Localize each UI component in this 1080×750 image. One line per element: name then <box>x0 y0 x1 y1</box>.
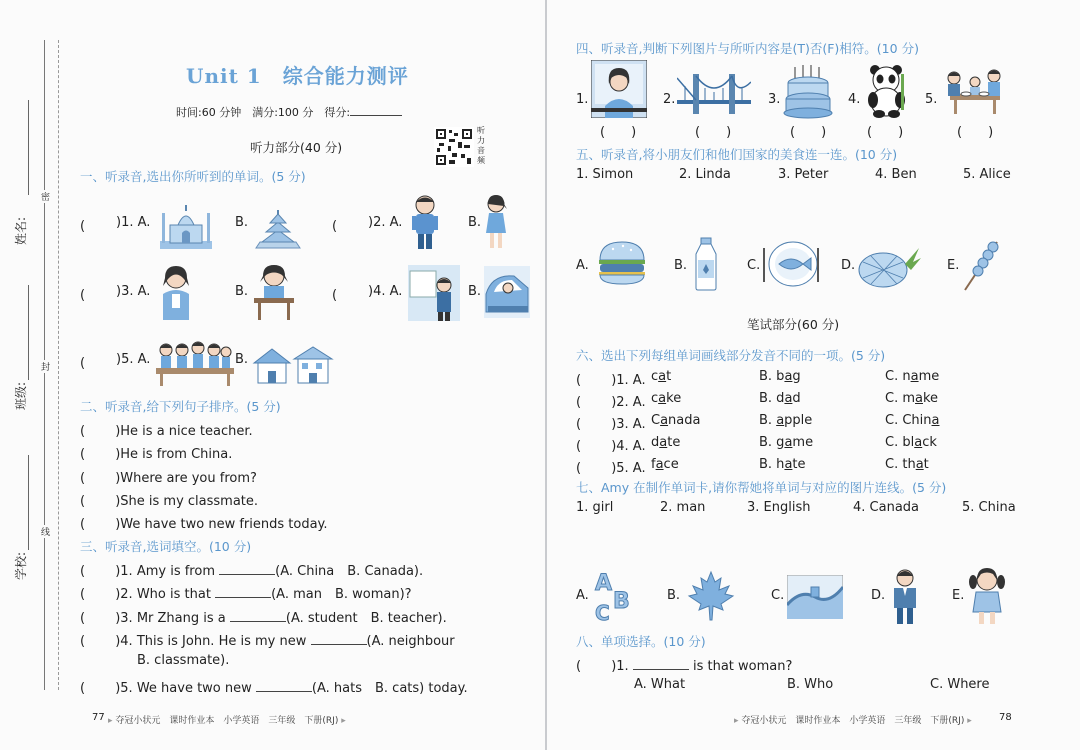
s7-letter-e: E. <box>952 588 965 603</box>
s6-option-b: B. dad <box>759 391 801 406</box>
s3-row-4-cont: B. classmate). <box>137 653 230 668</box>
s5-letter-a: A. <box>576 258 589 273</box>
s4-paren-4[interactable]: ( ) <box>867 125 904 140</box>
s6-option-b: B. game <box>759 435 814 450</box>
score-label: 得分: <box>324 106 351 119</box>
s4-num-2: 2. <box>663 92 676 107</box>
family-dinner-picture <box>942 66 1008 120</box>
s7-letter-a: A. <box>576 588 589 603</box>
s6-paren[interactable]: ( )2. A. <box>576 395 646 410</box>
s6-paren[interactable]: ( )5. A. <box>576 461 646 476</box>
s7-title: 七、Amy 在制作单词卡,请你帮她将单词与对应的图片连线。(5 分) <box>576 480 947 495</box>
abc-letters-picture[interactable] <box>593 568 637 626</box>
exam-meta <box>176 104 402 120</box>
temple-of-heaven-picture <box>250 208 306 256</box>
underlined-letter: a <box>655 457 664 472</box>
s6-option-c: C. black <box>885 435 937 450</box>
qr-caption: 听力音频 <box>477 126 485 165</box>
s7-letter-d: D. <box>871 588 886 603</box>
s4-paren-1[interactable]: ( ) <box>600 125 637 140</box>
s6-option-b: B. bag <box>759 369 801 384</box>
woman-at-computer-picture <box>591 60 647 122</box>
s1-option-b-4: B. <box>468 284 482 299</box>
underlined-letter: a <box>659 435 668 450</box>
s6-option-c: C. that <box>885 457 929 472</box>
pineapple-picture[interactable] <box>857 242 923 294</box>
class-label: 班级: <box>14 381 28 410</box>
seal-char-2: 封 <box>41 360 50 373</box>
s1-paren-2[interactable]: ( <box>332 219 364 234</box>
fill-blank[interactable] <box>230 610 286 622</box>
book-spine <box>545 0 547 750</box>
written-header: 笔试部分(60 分) <box>747 317 840 332</box>
school-blank[interactable] <box>28 455 29 550</box>
s1-paren-5[interactable]: ( <box>80 356 112 371</box>
s8-option-a[interactable]: A. What <box>634 677 686 692</box>
fill-blank[interactable] <box>311 633 367 645</box>
s6-option-a: Canada <box>651 413 701 428</box>
s6-paren[interactable]: ( )4. A. <box>576 439 646 454</box>
s2-sentence: He is from China. <box>120 447 233 462</box>
s6-option-a: cat <box>651 369 672 384</box>
s1-paren-3[interactable]: ( <box>80 288 112 303</box>
fill-blank[interactable] <box>633 658 689 670</box>
s1-option-b-3: B. <box>235 284 249 299</box>
s6-option-c: C. make <box>885 391 939 406</box>
underlined-letter: a <box>660 413 669 428</box>
s3-row-4[interactable]: ( )4. This is John. He is my new (A. neighbour <box>80 634 455 649</box>
underlined-letter: a <box>784 435 793 450</box>
s3-row-5[interactable]: ( )5. We have two new (A. hats B. cats) today. <box>80 681 468 696</box>
underlined-letter: a <box>915 391 923 406</box>
s7-letter-c: C. <box>771 588 785 603</box>
s4-num-4: 4. <box>848 92 861 107</box>
listening-header: 听力部分(40 分) <box>250 140 343 155</box>
underlined-letter: a <box>784 457 793 472</box>
man-picture[interactable] <box>889 566 921 630</box>
s5-letter-d: D. <box>841 258 856 273</box>
s1-item-2: )2. A. <box>368 215 403 230</box>
underlined-letter: a <box>931 413 940 428</box>
milk-bottle-picture[interactable] <box>692 236 720 296</box>
underlined-letter: a <box>658 369 667 384</box>
girl-with-pigtails-picture[interactable] <box>967 564 1007 630</box>
s2-row-5[interactable]: ( )We have two new friends today. <box>80 517 328 532</box>
s2-sentence: Where are you from? <box>120 471 257 486</box>
s5-name-2[interactable]: 2. Linda <box>679 167 731 182</box>
right-page-number: 78 <box>999 712 1012 723</box>
classmates-group-picture <box>156 338 234 390</box>
fill-blank[interactable] <box>219 563 275 575</box>
taj-mahal-picture <box>156 203 216 257</box>
underlined-letter: a <box>784 369 793 384</box>
boy-picture <box>408 193 442 257</box>
underlined-letter: a <box>910 369 919 384</box>
s1-paren-4[interactable]: ( <box>332 288 364 303</box>
s1-title: 一、听录音,选出你所听到的单词。(5 分) <box>80 169 306 184</box>
school-label: 学校: <box>14 551 28 580</box>
underlined-letter: a <box>915 457 924 472</box>
s2-sentence: She is my classmate. <box>120 494 259 509</box>
class-blank[interactable] <box>28 285 29 380</box>
full-score-text: 满分:100 分 <box>252 106 314 119</box>
s4-paren-3[interactable]: ( ) <box>790 125 827 140</box>
s6-option-a: face <box>651 457 679 472</box>
seal-char-1: 密 <box>41 190 50 203</box>
s3-title: 三、听录音,选词填空。(10 分) <box>80 539 252 554</box>
name-label: 姓名: <box>14 216 28 245</box>
underlined-letter: a <box>784 391 793 406</box>
right-footer-brand: ▸ 夺冠小状元 课时作业本 小学英语 三年级 下册(RJ) ▸ <box>734 716 972 726</box>
s8-title: 八、单项选择。(10 分) <box>576 634 706 649</box>
s1-item-1: )1. A. <box>116 215 151 230</box>
underlined-letter: a <box>914 435 923 450</box>
name-blank[interactable] <box>28 100 29 195</box>
s7-word-4[interactable]: 4. Canada <box>853 500 920 515</box>
s4-num-1: 1. <box>576 92 589 107</box>
s1-option-b-2: B. <box>468 215 482 230</box>
s1-option-b-1: B. <box>235 215 249 230</box>
s8-option-c[interactable]: C. Where <box>930 677 990 692</box>
seal-char-3: 线 <box>41 525 50 538</box>
s5-title: 五、听录音,将小朋友们和他们国家的美食连一连。(10 分) <box>576 147 898 162</box>
s6-paren[interactable]: ( )1. A. <box>576 373 646 388</box>
s1-option-b-5: B. <box>235 352 249 367</box>
s4-num-5: 5. <box>925 92 938 107</box>
s5-letter-c: C. <box>747 258 761 273</box>
s2-title: 二、听录音,给下列句子排序。(5 分) <box>80 399 281 414</box>
s3-row-2[interactable]: ( )2. Who is that (A. man B. woman)? <box>80 587 412 602</box>
qr-code-icon[interactable] <box>434 127 474 167</box>
score-blank[interactable] <box>350 104 402 116</box>
birthday-cake-picture <box>783 63 833 123</box>
s7-letter-b: B. <box>667 588 681 603</box>
s5-letter-e: E. <box>947 258 960 273</box>
woman-teacher-picture <box>157 264 195 326</box>
fill-blank[interactable] <box>256 680 312 692</box>
underlined-letter: a <box>776 413 785 428</box>
s1-item-4: )4. A. <box>368 284 403 299</box>
seal-line <box>58 40 59 690</box>
s2-sentence: We have two new friends today. <box>120 517 328 532</box>
s2-sentence: He is a nice teacher. <box>120 424 253 439</box>
left-page-number: 77 <box>92 712 105 723</box>
left-footer-brand: ▸ 夺冠小状元 课时作业本 小学英语 三年级 下册(RJ) ▸ <box>108 716 346 726</box>
s4-paren-5[interactable]: ( ) <box>957 125 994 140</box>
student-at-desk-picture <box>252 262 296 326</box>
page-title: Unit 1 综合能力测评 <box>186 64 409 88</box>
s6-option-a: cake <box>651 391 682 406</box>
teacher-at-board-picture <box>408 265 460 325</box>
s5-name-4[interactable]: 4. Ben <box>875 167 917 182</box>
s6-option-a: date <box>651 435 681 450</box>
s2-row-4[interactable]: ( )She is my classmate. <box>80 494 259 509</box>
fish-dish-picture[interactable] <box>761 238 821 294</box>
panda-picture <box>865 64 909 122</box>
hamburger-picture[interactable] <box>597 240 647 290</box>
bridge-picture <box>677 70 751 120</box>
s5-letter-b: B. <box>674 258 688 273</box>
time-text: 时间:60 分钟 <box>176 106 242 119</box>
svg-text:A: A <box>595 571 613 596</box>
s2-row-3[interactable]: ( )Where are you from? <box>80 471 257 486</box>
girl-picture <box>483 193 509 255</box>
candied-haws-picture[interactable] <box>961 238 1001 296</box>
s1-item-3: )3. A. <box>116 284 151 299</box>
svg-text:C: C <box>595 601 610 622</box>
s3-row-1[interactable]: ( )1. Amy is from (A. China B. Canada). <box>80 564 424 579</box>
s6-option-b: B. hate <box>759 457 806 472</box>
s5-name-5[interactable]: 5. Alice <box>963 167 1011 182</box>
s4-paren-2[interactable]: ( ) <box>695 125 732 140</box>
s8-question-1[interactable]: ( )1. is that woman? <box>576 659 793 674</box>
maple-leaf-picture[interactable] <box>687 570 735 626</box>
s3-row-3[interactable]: ( )3. Mr Zhang is a (A. student B. teacher). <box>80 611 447 626</box>
s2-row-1[interactable]: ( )He is a nice teacher. <box>80 424 253 439</box>
s4-num-3: 3. <box>768 92 781 107</box>
underlined-letter: a <box>658 391 667 406</box>
svg-text:B: B <box>613 589 630 614</box>
s7-word-1[interactable]: 1. girl <box>576 500 614 515</box>
fill-blank[interactable] <box>215 586 271 598</box>
s7-word-5[interactable]: 5. China <box>962 500 1016 515</box>
s1-item-5: )5. A. <box>116 352 151 367</box>
driver-in-car-picture <box>484 266 530 322</box>
s7-word-3[interactable]: 3. English <box>747 500 811 515</box>
s6-option-b: B. apple <box>759 413 813 428</box>
s6-option-c: C. name <box>885 369 940 384</box>
s2-row-2[interactable]: ( )He is from China. <box>80 447 233 462</box>
s6-title: 六、选出下列每组单词画线部分发音不同的一项。(5 分) <box>576 348 886 363</box>
s6-option-c: C. China <box>885 413 940 428</box>
right-page <box>547 0 1080 750</box>
great-wall-picture[interactable] <box>787 575 843 623</box>
s5-name-1[interactable]: 1. Simon <box>576 167 634 182</box>
s7-word-2[interactable]: 2. man <box>660 500 706 515</box>
s6-paren[interactable]: ( )3. A. <box>576 417 646 432</box>
s5-name-3[interactable]: 3. Peter <box>778 167 829 182</box>
s8-option-b[interactable]: B. Who <box>787 677 834 692</box>
s1-paren-1[interactable]: ( <box>80 219 112 234</box>
s4-title: 四、听录音,判断下列图片与所听内容是(T)否(F)相符。(10 分) <box>576 41 919 56</box>
houses-picture <box>252 345 334 389</box>
